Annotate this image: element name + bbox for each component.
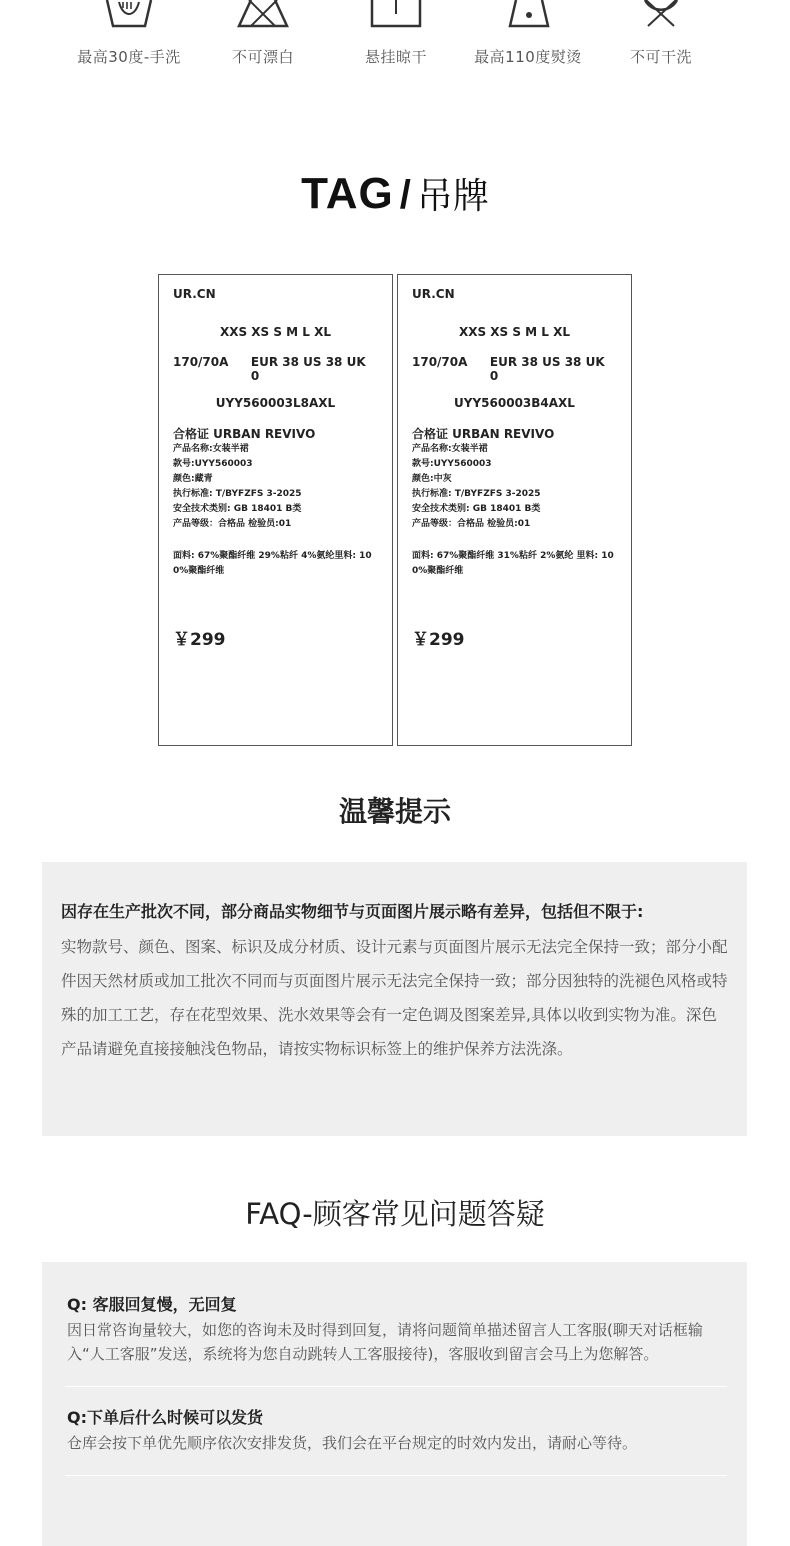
tag-product-name: 产品名称:女装半裙 — [412, 444, 488, 454]
iron-110-icon — [498, 0, 558, 30]
tag-price: ￥299 — [412, 630, 465, 650]
tag-code: UYY560003L8AXL — [215, 396, 336, 410]
tag-grade: 产品等级：合格品 检验员:01 — [173, 519, 292, 529]
tag-size-row — [412, 355, 617, 383]
tag-model: 款号:UYY560003 — [173, 459, 253, 469]
care-label: 不可漂白 — [231, 48, 294, 66]
tag-height-waist: 170/70A — [412, 355, 468, 369]
tag-color: 颜色:中灰 — [412, 474, 452, 484]
tag-safety: 安全技术类别: GB 18401 B类 — [173, 504, 302, 514]
tag-title-zh: 吊牌 — [416, 176, 489, 217]
tag-cert: 合格证 URBAN REVIVO — [412, 427, 555, 441]
tips-box — [42, 862, 747, 1136]
tag-cert: 合格证 URBAN REVIVO — [173, 427, 316, 441]
hang-tag-card — [158, 274, 393, 746]
tag-fabric: 面料: 67%聚酯纤维 31%粘纤 2%氨纶 里料: 100%聚酯纤维 — [412, 551, 614, 576]
care-item-hang-dry — [326, 0, 466, 67]
tag-sizes: XXS XS S M L XL — [219, 325, 332, 339]
faq-answer: 仓库会按下单优先顺序依次安排发货，我们会在平台规定的时效内发出，请耐心等待。 — [67, 1434, 638, 1452]
care-item-no-dry-clean — [591, 0, 731, 67]
tag-title-separator: / — [399, 173, 411, 217]
care-item-iron — [458, 0, 598, 67]
tag-intl-sizes: EUR 38 US 38 UK 0 — [489, 355, 605, 383]
care-item-no-bleach — [193, 0, 333, 67]
tag-model: 款号:UYY560003 — [412, 459, 492, 469]
hang-dry-icon — [366, 0, 426, 30]
tag-price: ￥299 — [173, 630, 226, 650]
tips-lead: 因存在生产批次不同，部分商品实物细节与页面图片展示略有差异，包括但不限于: — [61, 902, 644, 921]
tag-intl-sizes: EUR 38 US 38 UK 0 — [250, 355, 366, 383]
no-bleach-icon — [233, 0, 293, 30]
tag-sizes: XXS XS S M L XL — [458, 325, 571, 339]
tag-color: 颜色:藏青 — [173, 474, 213, 484]
tag-safety: 安全技术类别: GB 18401 B类 — [412, 504, 541, 514]
care-label: 最高30度-手洗 — [77, 48, 181, 66]
tag-height-waist: 170/70A — [173, 355, 229, 369]
tag-grade: 产品等级：合格品 检验员:01 — [412, 519, 531, 529]
faq-box — [42, 1262, 747, 1546]
tips-body: 实物款号、颜色、图案、标识及成分材质、设计元素与页面图片展示无法完全保持一致；部分小配件因天然材质或加工批次不同而与页面图片展示无法完全保持一致；部分因独特的洗褪色风格或特殊的加工工艺，存在花型效果、洗水效果等会有一定色调及图案差异,具体以收到实物为准。深色产品请避免直接接触浅色物品，请按实物标识标签上的维护保养方法洗涤。 — [61, 938, 728, 1058]
tag-brand: UR.CN — [173, 287, 216, 301]
tag-product-name: 产品名称:女装半裙 — [173, 444, 249, 454]
tag-standard: 执行标准: T/BYFZFS 3-2025 — [173, 489, 302, 499]
tag-size-row — [173, 355, 378, 383]
tag-standard: 执行标准: T/BYFZFS 3-2025 — [412, 489, 541, 499]
tag-section-title — [0, 168, 790, 219]
no-tumble-dry-icon — [631, 0, 691, 30]
tag-fabric: 面料: 67%聚酯纤维 29%粘纤 4%氨纶里料: 100%聚酯纤维 — [173, 551, 372, 576]
faq-divider — [65, 1386, 727, 1387]
faq-question: Q: 客服回复慢，无回复 — [67, 1295, 237, 1314]
care-label: 悬挂晾干 — [364, 48, 427, 66]
faq-item — [67, 1407, 725, 1455]
faq-question: Q:下单后什么时候可以发货 — [67, 1408, 264, 1427]
faq-title: FAQ-顾客常见问题答疑 — [245, 1197, 545, 1231]
care-item-hand-wash — [59, 0, 199, 67]
hand-wash-30-icon — [99, 0, 159, 30]
tips-title: 温馨提示 — [338, 795, 451, 828]
care-label: 不可干洗 — [629, 48, 692, 66]
care-instructions — [0, 0, 790, 80]
faq-answer: 因日常咨询量较大，如您的咨询未及时得到回复，请将问题简单描述留言人工客服(聊天对话框输入“人工客服”发送，系统将为您自动跳转人工客服接待)，客服收到留言会马上为您解答。 — [67, 1321, 703, 1363]
care-label: 最高110度熨烫 — [474, 48, 582, 66]
tag-brand: UR.CN — [412, 287, 455, 301]
tag-code: UYY560003B4AXL — [454, 396, 575, 410]
hang-tag-card — [397, 274, 632, 746]
faq-divider — [65, 1475, 727, 1476]
faq-item — [67, 1294, 725, 1366]
tag-title-en: TAG — [301, 169, 394, 218]
